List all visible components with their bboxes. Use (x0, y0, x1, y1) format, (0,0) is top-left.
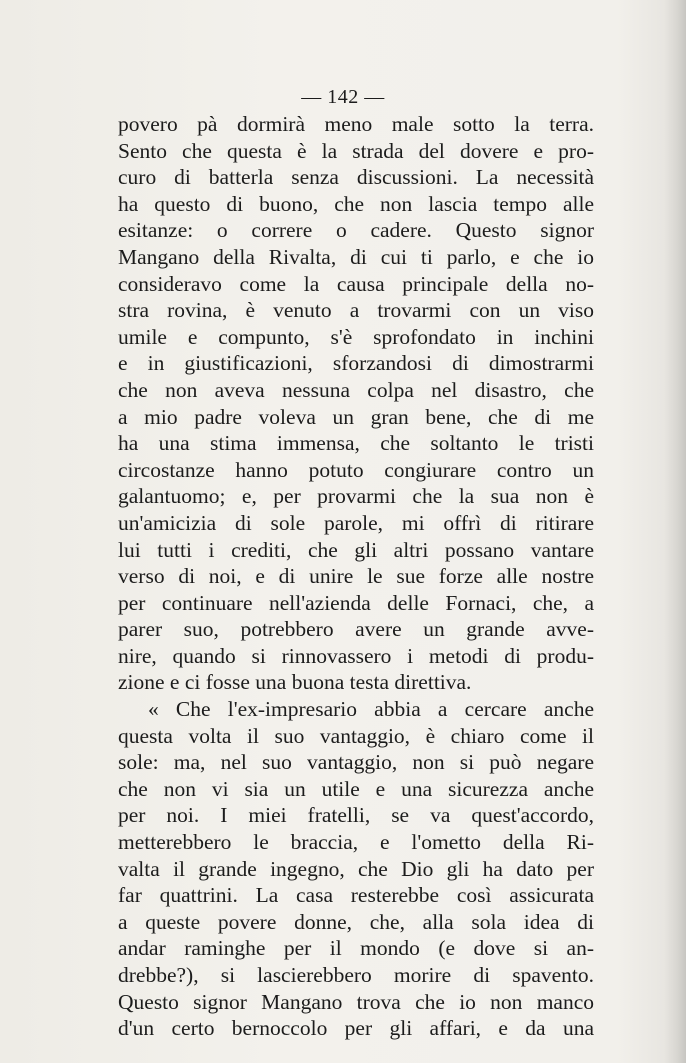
text-line: nire, quando si rinnovassero i metodi di produ- (118, 643, 594, 668)
text-line: un'amicizia di sole parole, mi offrì di ritirare (118, 510, 594, 535)
text-line: Sento che questa è la strada del dovere e pro- (118, 138, 594, 163)
text-line: curo di batterla senza discussioni. La necessità (118, 165, 594, 190)
text-line: esitanze: o correre o cadere. Questo signor (118, 218, 594, 243)
text-line: valta il grande ingegno, che Dio gli ha dato per (118, 856, 594, 881)
text-line: far quattrini. La casa resterebbe così assicurata (118, 883, 594, 908)
text-line: metterebbero le braccia, e l'ometto della Ri- (118, 830, 594, 855)
text-line: parer suo, potrebbero avere un grande avve- (118, 617, 594, 642)
text-line: sole: ma, nel suo vantaggio, non si può negare (118, 750, 594, 775)
paragraph (118, 696, 594, 1042)
text-line: « Che l'ex-impresario abbia a cercare anche (148, 697, 594, 722)
text-line: circostanze hanno potuto congiurare contro un (118, 457, 594, 482)
page-edge-shadow (664, 0, 686, 1063)
text-line: povero pà dormirà meno male sotto la terra. (118, 112, 594, 136)
text-line: che non vi sia un utile e una sicurezza anche (118, 776, 594, 801)
text-line: lui tutti i crediti, che gli altri possano vantare (118, 537, 594, 562)
text-line: a queste povere donne, che, alla sola idea di (118, 909, 594, 934)
paragraph (118, 111, 594, 696)
text-line: zione e ci fosse una buona testa direttiva. (118, 670, 472, 695)
text-line: Questo signor Mangano trova che io non manco (118, 989, 594, 1014)
text-line: ha questo di buono, che non lascia tempo alle (118, 191, 594, 216)
text-line: verso di noi, e di unire le sue forze alle nostre (118, 564, 594, 589)
text-line: ha una stima immensa, che soltanto le tristi (118, 431, 594, 456)
text-line: Mangano della Rivalta, di cui ti parlo, e che io (118, 244, 594, 269)
text-line: umile e compunto, s'è sprofondato in inchini (118, 324, 594, 349)
text-line: stra rovina, è venuto a trovarmi con un viso (118, 298, 594, 323)
text-line: a mio padre voleva un gran bene, che di me (118, 404, 594, 429)
text-line: drebbe?), si lascierebbero morire di spavento. (118, 963, 594, 987)
text-line: consideravo come la causa principale della no- (118, 271, 594, 296)
text-line: per noi. I miei fratelli, se va quest'accordo, (118, 803, 594, 828)
text-line: e in giustificazioni, sforzandosi di dimostrarmi (118, 351, 594, 376)
text-line: per continuare nell'azienda delle Fornaci, che, a (118, 590, 594, 615)
page-number: — 142 — (301, 86, 385, 108)
text-line: andar raminghe per il mondo (e dove si an- (118, 936, 594, 961)
text-line: d'un certo bernoccolo per gli affari, e da una (118, 1016, 594, 1041)
text-line: che non aveva nessuna colpa nel disastro, che (118, 377, 594, 402)
body-text (118, 111, 594, 1042)
text-line: questa volta il suo vantaggio, è chiaro come il (118, 723, 594, 748)
text-line: galantuomo; e, per provarmi che la sua non è (118, 484, 594, 509)
